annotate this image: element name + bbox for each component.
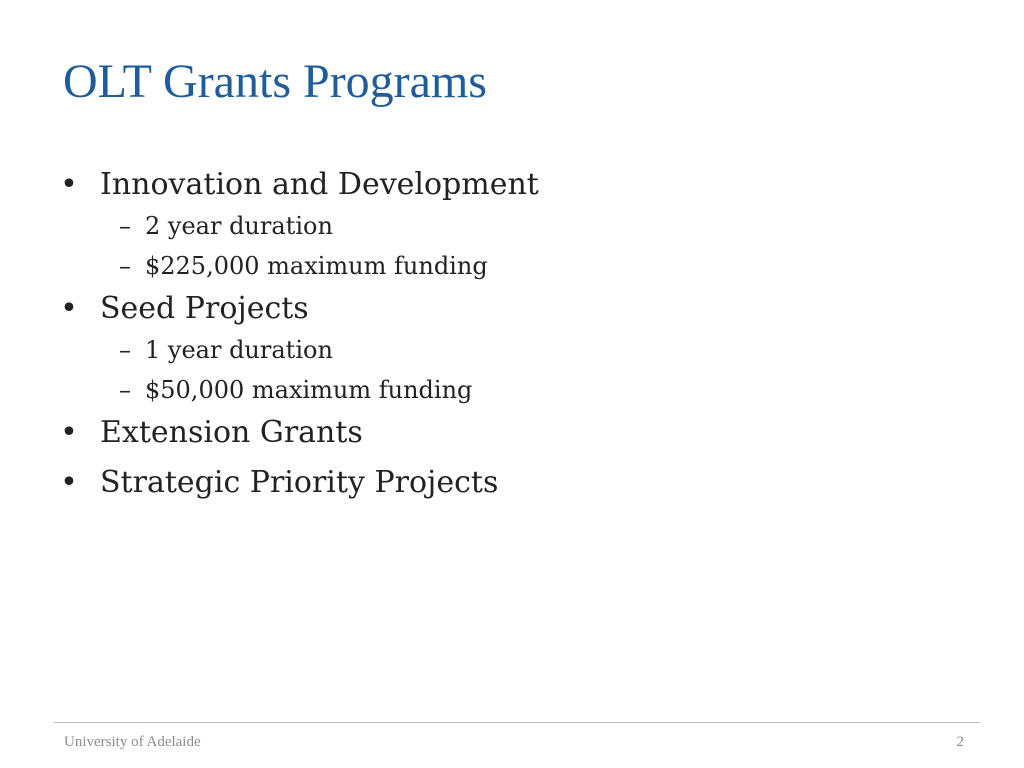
bullet-text: Seed Projects [100, 291, 309, 326]
footer-organization: University of Adelaide [64, 734, 201, 750]
sub-bullet-item [59, 333, 959, 367]
bullet-item-strategic-priority-projects [59, 463, 959, 503]
sub-bullet-marker: – [119, 252, 131, 280]
bullet-marker: • [60, 167, 78, 202]
bullet-item-extension-grants [59, 413, 959, 453]
sub-bullet-text: 1 year duration [145, 336, 333, 364]
bullet-marker: • [60, 465, 78, 500]
bullet-text: Extension Grants [100, 415, 363, 450]
sub-bullet-item [59, 373, 959, 407]
bullet-text: Innovation and Development [100, 167, 539, 202]
sub-bullet-marker: – [119, 376, 131, 404]
bullet-text: Strategic Priority Projects [100, 465, 499, 500]
sub-bullet-item [59, 249, 959, 283]
sub-bullet-text: $50,000 maximum funding [145, 376, 473, 404]
bullet-item-seed-projects [59, 289, 959, 329]
sub-bullet-text: $225,000 maximum funding [145, 252, 488, 280]
bullet-list [59, 165, 959, 504]
footer-divider [54, 722, 980, 723]
sub-bullet-marker: – [119, 212, 131, 240]
sub-bullet-item [59, 209, 959, 243]
bullet-marker: • [60, 415, 78, 450]
sub-bullet-marker: – [119, 336, 131, 364]
footer-page-number: 2 [956, 734, 964, 750]
sub-bullet-text: 2 year duration [145, 212, 333, 240]
slide-title: OLT Grants Programs [63, 55, 487, 108]
bullet-marker: • [60, 291, 78, 326]
bullet-item-innovation-and-development [59, 165, 959, 205]
